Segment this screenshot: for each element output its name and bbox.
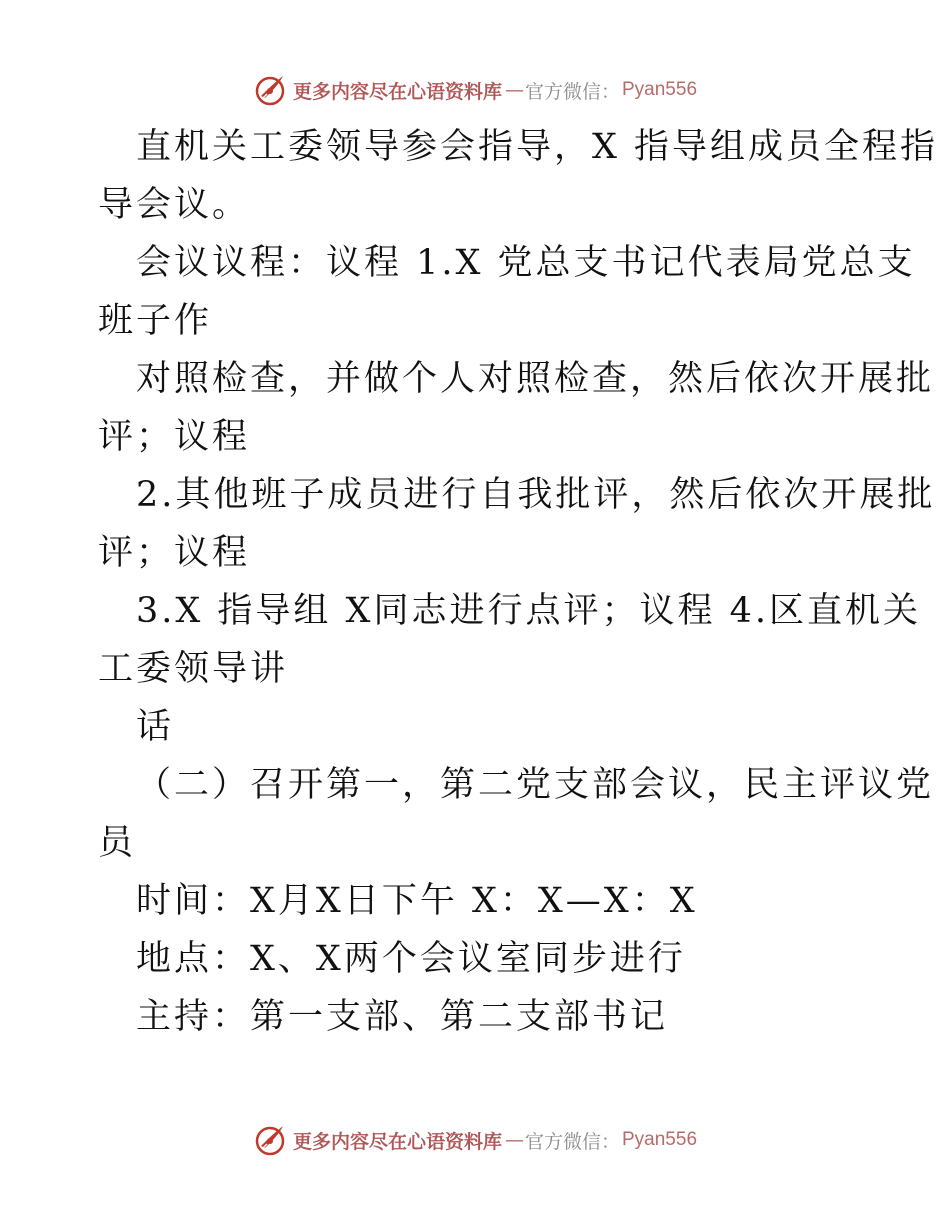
banner-wechat-label: 官方微信： xyxy=(524,1130,620,1153)
banner-dash: — xyxy=(504,1129,522,1151)
document-body xyxy=(98,118,939,1046)
document-line: 3.X 指导组 X同志进行点评；议程 4.区直机关 xyxy=(136,591,921,631)
banner-wechat-label: 官方微信： xyxy=(524,80,620,103)
document-line: 员 xyxy=(98,823,137,863)
document-line: 直机关工委领导参会指导，X 指导组成员全程指 xyxy=(136,127,939,167)
quill-pen-logo-icon xyxy=(253,1122,289,1158)
banner-wechat-id: Pyan556 xyxy=(622,1129,698,1150)
document-line: 时间：X月X日下午 X：X—X：X xyxy=(136,881,698,921)
header-watermark-banner xyxy=(0,70,950,110)
document-line: 话 xyxy=(136,707,175,747)
document-line: 主持：第一支部、第二支部书记 xyxy=(136,997,669,1037)
footer-watermark-banner xyxy=(0,1120,950,1160)
document-line: 对照检查，并做个人对照检查，然后依次开展批 xyxy=(136,359,935,399)
document-line: 工委领导讲 xyxy=(98,649,289,689)
banner-wechat-id: Pyan556 xyxy=(622,79,698,100)
quill-pen-logo-icon xyxy=(253,72,289,108)
document-line: （二）召开第一，第二党支部会议，民主评议党 xyxy=(136,765,935,805)
banner-site-text: 更多内容尽在心语资料库 xyxy=(292,1130,502,1153)
document-line: 评；议程 xyxy=(98,417,251,457)
document-line: 导会议。 xyxy=(98,185,251,225)
banner-dash: — xyxy=(504,79,522,101)
document-line: 班子作 xyxy=(98,301,213,341)
document-line: 评；议程 xyxy=(98,533,251,573)
document-line: 会议议程：议程 1.X 党总支书记代表局党总支 xyxy=(136,243,916,283)
document-line: 2.其他班子成员进行自我批评，然后依次开展批 xyxy=(136,475,936,515)
document-line: 地点：X、X两个会议室同步进行 xyxy=(136,939,686,979)
banner-site-text: 更多内容尽在心语资料库 xyxy=(292,80,502,103)
